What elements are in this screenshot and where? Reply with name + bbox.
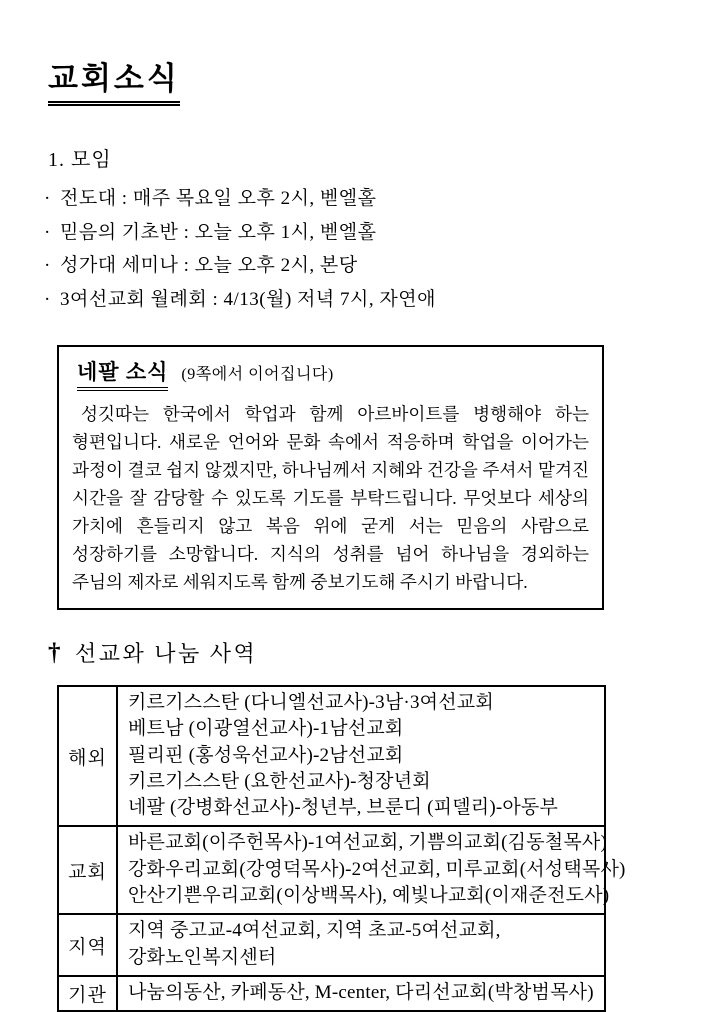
mission-heading-text: 선교와 나눔 사역: [75, 641, 258, 666]
mission-table: [57, 685, 626, 1012]
nepal-news-heading: 네팔 소식: [77, 356, 168, 391]
table-cell-line: 키르기스스탄 (요한선교사)-청장년회: [128, 770, 431, 792]
table-row: [58, 686, 605, 826]
table-cell-line: 강화노인복지센터: [128, 946, 277, 968]
meeting-list: [44, 182, 653, 316]
list-item: [44, 249, 653, 283]
list-item: [44, 216, 653, 250]
table-row: [58, 914, 605, 976]
row-content-church: [117, 826, 626, 914]
table-cell-line: 안산기쁜우리교회(이상백목사), 예빛나교회(이재준전도사): [128, 885, 610, 907]
meeting-text: 성가대 세미나 : 오늘 오후 2시, 본당: [60, 255, 358, 276]
nepal-news-box: [57, 345, 604, 610]
nepal-news-continuation-note: (9쪽에서 이어집니다): [181, 366, 334, 383]
table-cell-line: 베트남 (이광열선교사)-1남선교회: [128, 718, 404, 740]
meeting-text: 전도대 : 매주 목요일 오후 2시, 벧엘홀: [60, 188, 377, 209]
table-cell-line: 강화우리교회(강영덕목사)-2여선교회, 미루교회(서성택목사): [128, 858, 626, 880]
row-content-overseas: [117, 686, 605, 826]
bullet-icon: ·: [44, 255, 51, 276]
row-content-organization: [117, 976, 605, 1011]
table-row: [58, 976, 605, 1011]
row-label-church: 교회: [58, 826, 117, 914]
table-cell-line: 나눔의동산, 카페동산, M-center, 다리선교회(박창범목사): [128, 981, 594, 1003]
nepal-news-header: [72, 356, 589, 391]
row-label-region: 지역: [58, 914, 117, 976]
cross-icon: †: [48, 639, 63, 666]
bullet-icon: ·: [44, 221, 51, 243]
table-cell-line: 필리핀 (홍성욱선교사)-2남선교회: [128, 744, 404, 766]
table-cell-line: 네팔 (강병화선교사)-청년부, 브룬디 (피델리)-아동부: [128, 797, 559, 819]
page-title: 교회소식: [48, 53, 180, 106]
mission-section-heading: [48, 637, 653, 668]
row-label-overseas: 해외: [58, 686, 117, 826]
row-content-region: [117, 914, 605, 976]
table-cell-line: 바른교회(이주헌목사)-1여선교회, 기쁨의교회(김동철목사): [128, 832, 607, 854]
list-item: [44, 283, 653, 317]
meeting-text: 믿음의 기초반 : 오늘 오후 1시, 벧엘홀: [60, 221, 377, 243]
meeting-text: 3여선교회 월례회 : 4/13(월) 저녁 7시, 자연애: [60, 288, 436, 310]
table-cell-line: 키르기스스탄 (다니엘선교사)-3남·3여선교회: [128, 692, 494, 713]
bullet-icon: ·: [44, 288, 51, 310]
bullet-icon: ·: [44, 188, 51, 209]
meetings-section-heading: 1. 모임: [48, 149, 112, 171]
row-label-organization: 기관: [58, 976, 117, 1011]
list-item: [44, 182, 653, 216]
table-cell-line: 지역 중고교-4여선교회, 지역 초교-5여선교회,: [128, 920, 501, 942]
table-row: [58, 826, 605, 914]
nepal-news-body: 성깃따는 한국에서 학업과 함께 아르바이트를 병행해야 하는 형편입니다. 새로운 언어와 문화 속에서 적응하며 학업을 이어가는 과정이 결코 쉽지 않겠지만, 하나님께서 지혜와 건강을 주셔서 맡겨진 시간을 잘 감당할 수 있도록 기도를 부탁드립니다. 무엇보다 세상의 가치에 흔들리지 않고 복음 위에 굳게 서는 믿음의 사람으로 성장하기를 소망합니다. 지식의 성취를 넘어 하나님을 경외하는 주님의 제자로 세워지도록 함께 중보기도해 주시기 바랍니다.: [72, 404, 589, 592]
